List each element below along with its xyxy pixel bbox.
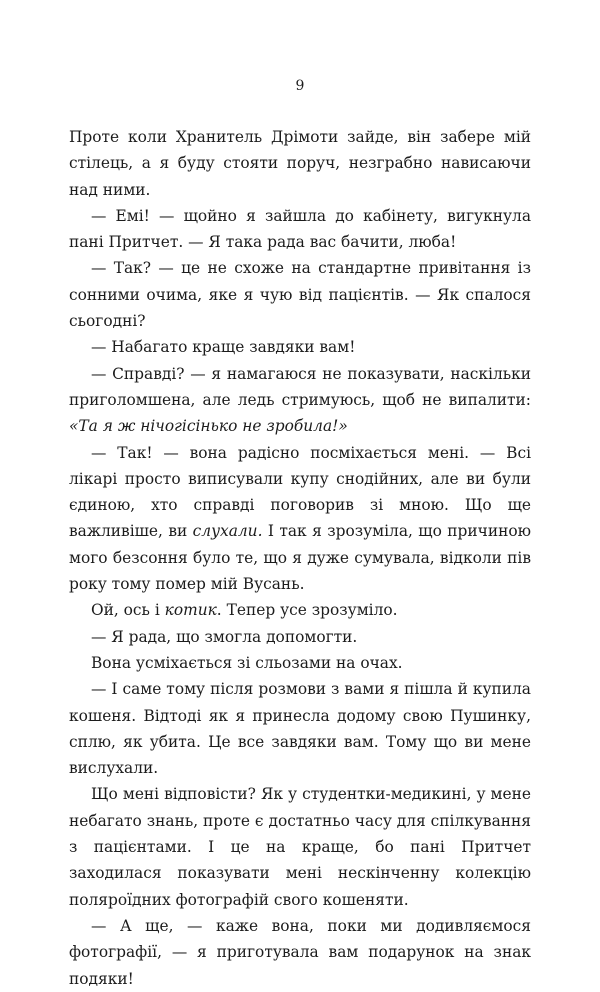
paragraph (69, 676, 531, 781)
paragraph (69, 650, 531, 676)
text-run: Вона усміхається зі сльозами на очах. (91, 653, 403, 672)
text-run: — І саме тому після розмови з вами я пішла й купила кошеня. Відтоді як я принесла додому свою Пушинку, сплю, як убита. Це все завдяки вам. Тому що ви мене вислухали. (69, 680, 531, 778)
paragraph (69, 334, 531, 360)
paragraph (69, 124, 531, 203)
text-run: — Емі! — щойно я зайшла до кабінету, вигукнула пані Притчет. — Я така рада вас бачити, люба! (69, 206, 531, 252)
paragraph (69, 624, 531, 650)
text-run: — А ще, — каже вона, поки ми додивляємося фотографії, — я приготувала вам подарунок на знак подяки! (69, 916, 531, 988)
italic-text: слухали. (192, 522, 263, 541)
text-run: — Так! — вона радісно посміхається мені. — Всі лікарі просто виписували купу снодійних, але ви були єдиною, хто справді поговорив зі мною. Що ще важливіше, ви (69, 443, 531, 541)
page-number: 9 (295, 78, 305, 94)
paragraph (69, 913, 531, 992)
text-run: Проте коли Хранитель Дрімоти зайде, він забере мій стілець, а я буду стояти поруч, незграбно нависаючи над ними. (69, 128, 531, 199)
paragraph (69, 781, 531, 912)
text-run: — Так? — це не схоже на стандартне привітання із сонними очима, яке я чую від пацієнтів. — Як спалося сьогодні? (69, 259, 531, 331)
text-run: — Справді? — я намагаюся не показувати, наскільки приголомшена, але ледь стримуюсь, щоб не випалити: (69, 364, 531, 409)
italic-text: котик (164, 601, 217, 620)
paragraph (69, 440, 531, 598)
text-run: Ой, ось і (91, 601, 165, 620)
text-run: Що мені відповісти? Як у студентки-медикині, у мене небагато знань, проте є достатньо часу для спілкування з пацієнтами. І це на краще, бо пані Притчет заходилася показувати мені нескінченну колекцію поляроїдних фотографій свого кошеняти. (69, 785, 531, 909)
paragraph (69, 597, 531, 623)
body-text (69, 124, 531, 992)
text-run: — Я рада, що змогла допомогти. (91, 627, 358, 646)
paragraph (69, 203, 531, 256)
paragraph (69, 361, 531, 440)
text-run: . Тепер усе зрозуміло. (216, 601, 398, 620)
italic-text: «Та я ж нічогісінько не зробила!» (69, 417, 348, 436)
paragraph (69, 255, 531, 334)
text-run: І так я зрозуміла, що причиною мого безсоння було те, що я дуже сумувала, відколи пів року тому помер мій Вусань. (69, 522, 532, 594)
text-run: — Набагато краще завдяки вам! (91, 338, 356, 357)
